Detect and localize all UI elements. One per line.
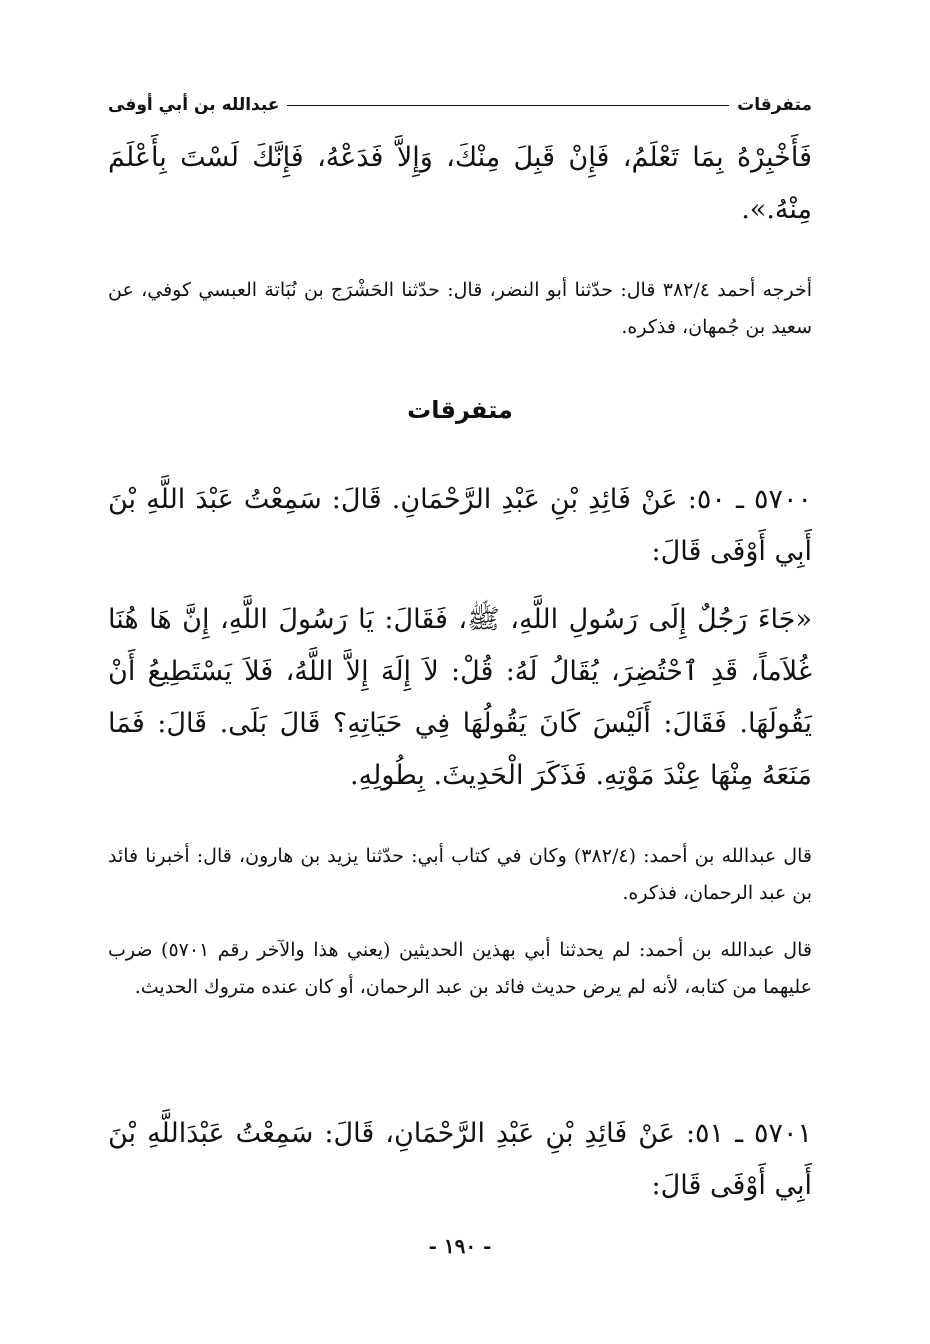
intro-hadith-ending: فَأَخْبِرْهُ بِمَا تَعْلَمُ، فَإِنْ قَبِلَ مِنْكَ، وَإِلاَّ فَدَعْهُ، فَإِنَّكَ لَسْتَ بِأَعْلَمَ مِنْهُ.». <box>108 142 812 225</box>
hadith-5700-isnad: ٥٧٠٠ ـ ٥٠: عَنْ فَائِدِ بْنِ عَبْدِ الرَّحْمَانِ. قَالَ: سَمِعْتُ عَبْدَ اللَّهِ بْنَ أَبِي أَوْفَى قَالَ: <box>108 484 812 567</box>
running-header <box>108 90 812 120</box>
page-number: - ١٩٠ - <box>428 1234 492 1258</box>
hadith-5700-note-1: قال عبدالله بن أحمد: (٣٨٢/٤) وكان في كتاب أبي: حدّثنا يزيد بن هارون، قال: أخبرنا فائد بن عبد الرحمان، فذكره. <box>108 845 812 904</box>
header-section-name: متفرقات <box>737 95 812 115</box>
section-title: متفرقات <box>407 396 513 424</box>
hadith-5701-isnad: ٥٧٠١ ـ ٥١: عَنْ فَائِدِ بْنِ عَبْدِ الرَّحْمَانِ، قَالَ: سَمِعْتُ عَبْدَاللَّهِ بْنَ أَبِي أَوْفَى قَالَ: <box>108 1118 812 1201</box>
header-chapter-name: عبدالله بن أبي أوفى <box>108 95 280 115</box>
header-rule <box>287 105 729 106</box>
hadith-5700-matn: «جَاءَ رَجُلٌ إِلَى رَسُولِ اللَّهِ، ﷺ، فَقَالَ: يَا رَسُولَ اللَّهِ، إِنَّ هَا هُنَا غُلاَماً، قَدِ ٱحْتُضِرَ، يُقَالُ لَهُ: قُلْ: لاَ إِلَهَ إِلاَّ اللَّهُ، فَلاَ يَسْتَطِيعُ أَنْ يَقُولَهَا. فَقَالَ: أَلَيْسَ كَانَ يَقُولُهَا فِي حَيَاتِهِ؟ قَالَ بَلَى. قَالَ: فَمَا مَنَعَهُ مِنْهَا عِنْدَ مَوْتِهِ. فَذَكَرَ الْحَدِيثَ. بِطُولِهِ. <box>108 604 812 791</box>
hadith-5700-note-2: قال عبدالله بن أحمد: لم يحدثنا أبي بهذين الحديثين (يعني هذا والآخر رقم ٥٧٠١) ضرب عليهما من كتابه، لأنه لم يرض حديث فائد بن عبد الرحمان، أو كان عنده متروك الحديث. <box>108 939 812 998</box>
intro-takhrij-note: أخرجه أحمد ٣٨٢/٤ قال: حدّثنا أبو النضر، قال: حدّثنا الحَشْرَج بن نُبَاتة العبسي كوفي، عن سعيد بن جُمهان، فذكره. <box>108 279 813 338</box>
